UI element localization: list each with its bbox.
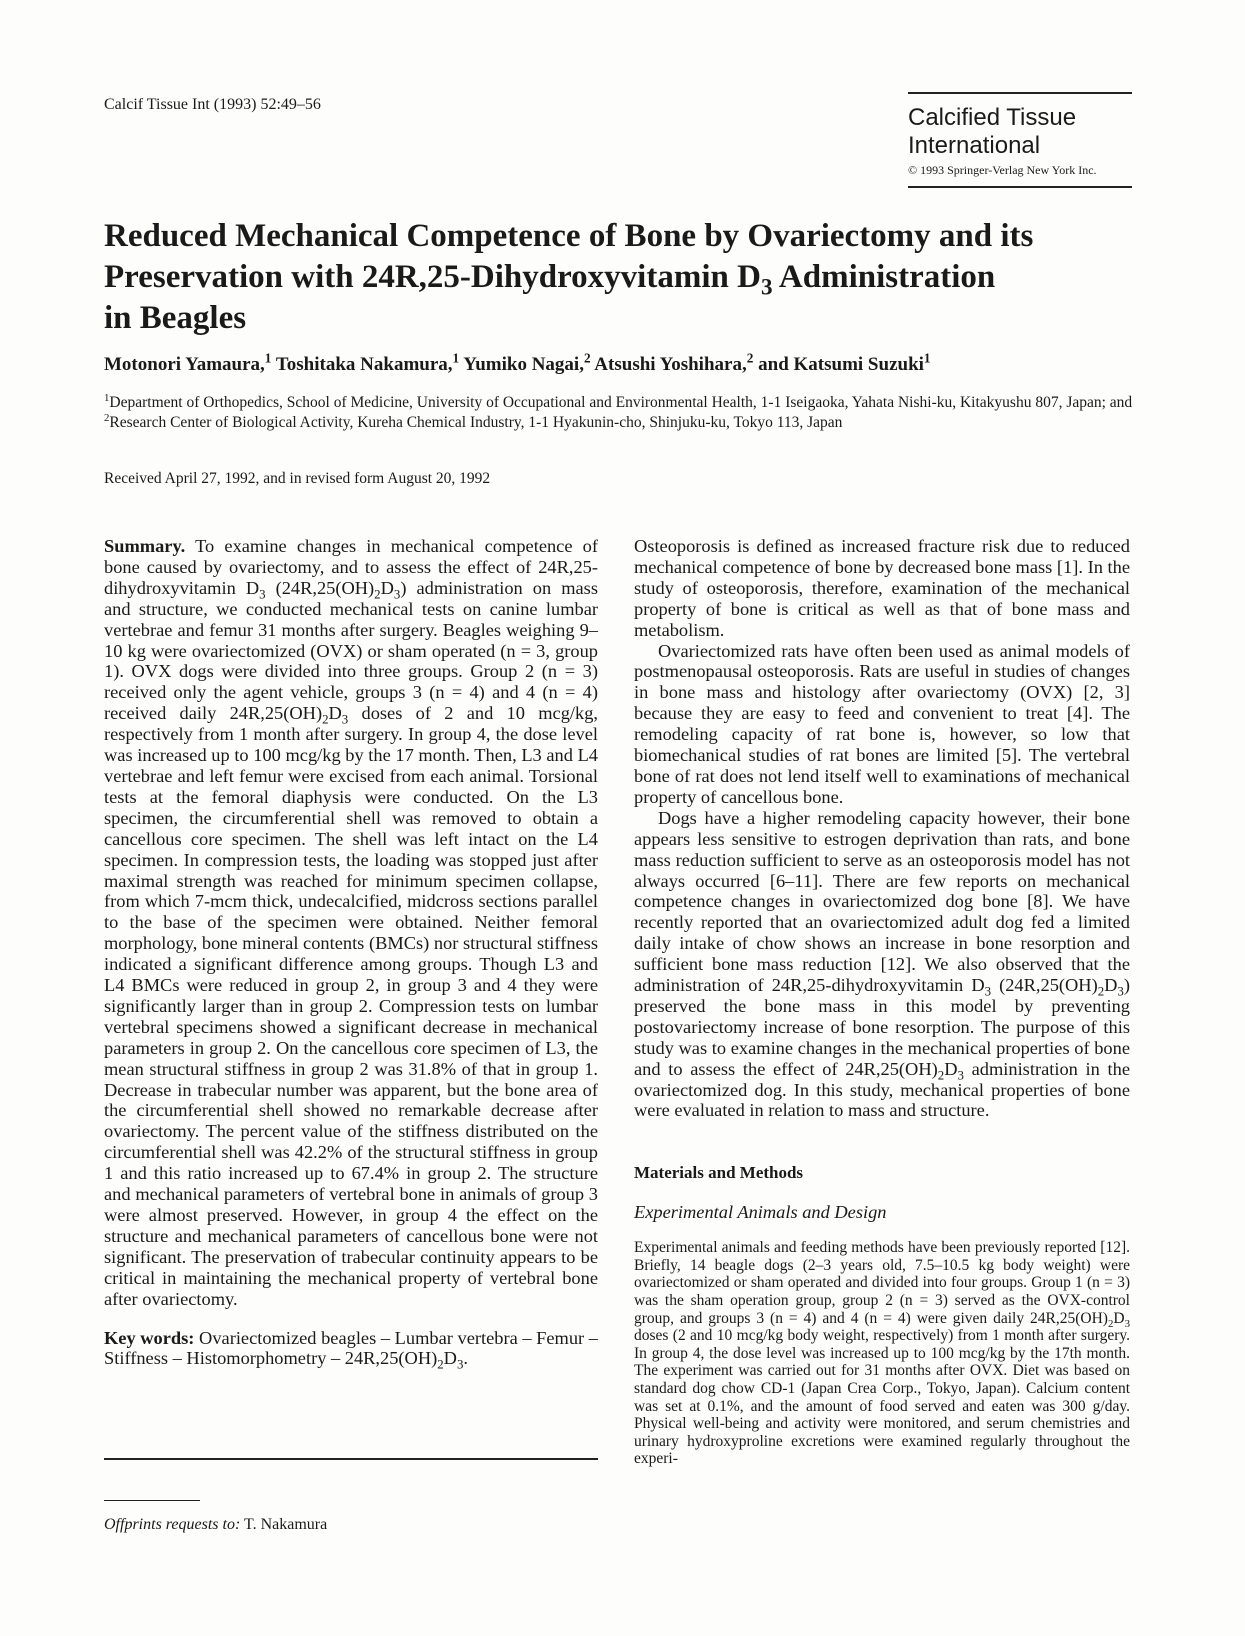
journal-masthead — [908, 92, 1132, 188]
intro-paragraph: Osteoporosis is defined as increased fracture risk due to reduced mechanical competence of bone by decreased bone mass [1]. In the study of osteoporosis, therefore, examination of the mechanical property of bone is critical as well as that of bone mass and metabolism. — [634, 536, 1130, 640]
footnote-separator — [104, 1500, 200, 1501]
author-affiliations: $^1$Department of Orthopedics, School of Medicine, University of Occupational and Environmental Health, 1-1 Iseigaoka, Yahata Nishi-ku, Kitakyushu 807, Japan; and $^2$Research Center of Biological Activity, Kureha Chemical Industry, 1-1 Hyakunin-cho, Shinjuku-ku, Tokyo 113, Japan — [104, 391, 1133, 431]
journal-name-line1: Calcified Tissue — [908, 104, 1077, 131]
methods-paragraph: Experimental animals and feeding methods have been previously reported [12]. Briefly, 14 beagle dogs (2–3 years old, 7.5–10.5 kg body weight) were ovariectomized or sham operated and divided into four groups. Group 1 (n = 3) was the sham operation group, group 2 (n = 3) served as the OVX-control group, and groups 3 (n = 4) and 4 (n = 4) were given daily $24R,25(OH)_2D_3$ doses (2 and 10 mcg/kg body weight, respectively) from 1 month after surgery. In group 4, the dose level was increased up to 100 mcg/kg by the 17th month. The experiment was carried out for 31 months after OVX. Diet was based on standard dog chow CD-1 (Japan Crea Corp., Tokyo, Japan). Calcium content was set at 0.1%, and the amount of food served and eaten was 300 g/day. Physical well-being and activity were monitored, and serum chemistries and urinary hydroxyproline excretions were examined regularly throughout the experi- — [634, 1239, 1130, 1468]
author-list: Motonori Yamaura,$^1$ Toshitaka Nakamura,$^1$ Yumiko Nagai,$^2$ Atsushi Yoshihara,$^2$ and Katsumi Suzuki$^1$ — [104, 350, 931, 375]
intro-paragraph: Ovariectomized rats have often been used as animal models of postmenopausal osteoporosis. Rats are useful in studies of changes in bone mass and histology after ovariectomy (OVX) [2, 3] because they are easy to feed and convenient to treat [4]. The remodeling capacity of rat bone is, however, so low that biomechanical studies of rat bones are limited [5]. The vertebral bone of rat does not lend itself well to examinations of mechanical property of cancellous bone. — [634, 640, 1130, 807]
section-heading: Materials and Methods — [634, 1163, 804, 1183]
right-column — [634, 536, 1130, 1468]
received-date: Received April 27, 1992, and in revised form August 20, 1992 — [104, 470, 491, 487]
title-line: Preservation with 24R,25-Dihydroxyvitamin $D_3$ Administration — [104, 259, 996, 300]
keywords: Key words: Ovariectomized beagles – Lumbar vertebra – Femur – Stiffness – Histomorphometry – $24R,25(OH)_2D_3$. — [104, 1327, 598, 1373]
footnote-rule — [104, 1458, 598, 1460]
intro-paragraph: Dogs have a higher remodeling capacity however, their bone appears less sensitive to estrogen deprivation than rats, and bone mass reduction sufficient to serve as an osteoporosis model has not always occurred [6–11]. There are few reports on mechanical competence changes in ovariectomized dog bone [8]. We have recently reported that an ovariectomized adult dog fed a limited daily intake of chow shows an increase in bone resorption and sufficient bone mass reduction [12]. We also observed that the administration of 24R,25-dihydroxyvitamin $D_3$ $(24R,25(OH)_2D_3)$ preserved the bone mass in this model by preventing postovariectomy increase of bone resorption. The purpose of this study was to examine changes in the mechanical properties of bone and to assess the effect of $24R,25(OH)_2D_3$ administration in the ovariectomized dog. In this study, mechanical properties of bone were evaluated in relation to mass and structure. — [634, 807, 1131, 1121]
title-line: Reduced Mechanical Competence of Bone by Ovariectomy and its — [104, 218, 1034, 254]
journal-name — [908, 104, 1132, 160]
title-line: in Beagles — [104, 300, 247, 336]
subsection-heading: Experimental Animals and Design — [634, 1202, 887, 1223]
copyright-notice: © 1993 Springer-Verlag New York Inc. — [908, 163, 1097, 177]
article-title — [104, 216, 1144, 339]
left-column — [104, 536, 598, 1373]
journal-name-line2: International — [908, 132, 1041, 159]
journal-citation: Calcif Tissue Int (1993) 52:49–56 — [104, 96, 321, 113]
summary-paragraph: Summary. To examine changes in mechanical competence of bone caused by ovariectomy, and to assess the effect of 24R,25-dihydroxyvitamin $D_3$ $(24R,25(OH)_2D_3)$ administration on mass and structure, we conducted mechanical tests on canine lumbar vertebrae and femur 31 months after surgery. Beagles weighing 9–10 kg were ovariectomized (OVX) or sham operated (n = 3, group 1). OVX dogs were divided into three groups. Group 2 (n = 3) received only the agent vehicle, groups 3 (n = 4) and 4 (n = 4) received daily $24R,25(OH)_2D_3$ doses of 2 and 10 mcg/kg, respectively from 1 month after surgery. In group 4, the dose level was increased up to 100 mcg/kg by the 17 month. Then, L3 and L4 vertebrae and left femur were excised from each animal. Torsional tests at the femoral diaphysis were conducted. On the L3 specimen, the circumferential shell was removed to obtain a cancellous core specimen. The shell was left intact on the L4 specimen. In compression tests, the loading was stopped just after maximal strength was reached for minimum specimen collapse, from which 7-mcm thick, undecalcified, midcross sections parallel to the base of the specimen were obtained. Neither femoral morphology, bone mineral contents (BMCs) nor structural stiffness indicated a significant difference among groups. Though L3 and L4 BMCs were reduced in group 2, in group 3 and 4 they were significantly larger than in group 2. Compression tests on lumbar vertebral specimens showed a significant decrease in mechanical parameters in group 2. On the cancellous core specimen of L3, the mean structural stiffness in group 2 was 31.8% of that in group 1. Decrease in trabecular number was apparent, but the bone area of the circumferential shell showed no remarkable decrease after ovariectomy. The percent value of the stiffness distributed on the circumferential shell was 42.2% of the structural stiffness in group 1 and this ratio increased up to 67.4% in group 2. The structure and mechanical parameters of vertebral bone in animals of group 3 were almost preserved. However, in group 4 the effect on the structure and mechanical parameters of cancellous bone were not significant. The preservation of trabecular continuity appears to be critical in maintaining the mechanical property of vertebral bone after ovariectomy. — [104, 536, 598, 1309]
offprints-footnote: Offprints requests to: T. Nakamura — [104, 1516, 328, 1533]
